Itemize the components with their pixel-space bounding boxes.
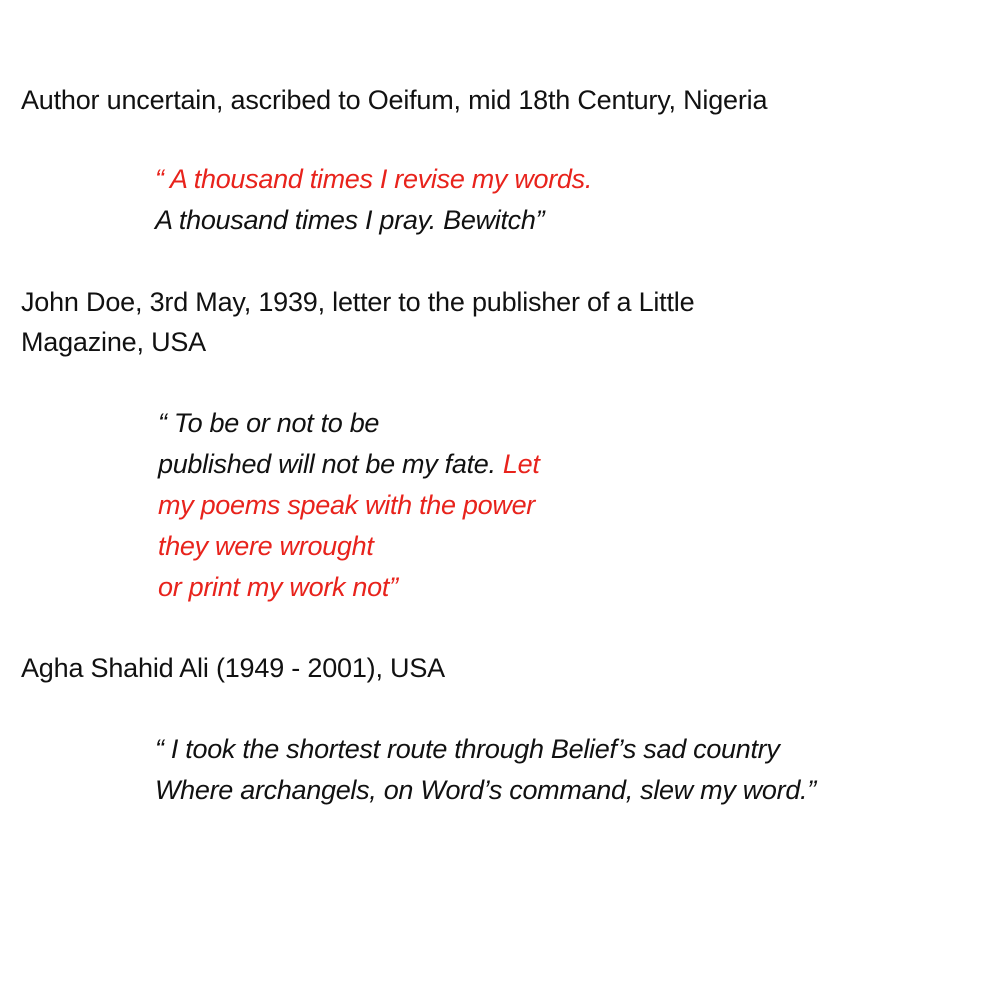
attribution-agha-shahid-ali <box>21 648 981 688</box>
quote-segment: Let <box>502 449 540 479</box>
attribution-line: Author uncertain, ascribed to Oeifum, mid 18th Century, Nigeria <box>21 85 768 115</box>
quote-segment: “ A thousand times I revise my words. <box>155 164 593 194</box>
attribution-oeifum <box>21 80 981 120</box>
quote-line <box>158 526 998 567</box>
quote-segment: published will not be my fate. <box>158 449 503 479</box>
quote-line <box>155 770 995 811</box>
quote-line <box>158 403 998 444</box>
quote-segment: A thousand times I pray. Bewitch” <box>155 205 545 235</box>
attribution-line: Agha Shahid Ali (1949 - 2001), USA <box>21 653 445 683</box>
quote-segment: “ To be or not to be <box>158 408 380 438</box>
quote-line <box>158 485 998 526</box>
quote-line <box>155 729 995 770</box>
quote-line <box>155 200 995 241</box>
quote-line <box>158 567 998 608</box>
quote-line <box>158 444 998 485</box>
quote-segment: they were wrought <box>158 531 374 561</box>
quote-segment: Where archangels, on Word’s command, slew my word.” <box>155 775 816 805</box>
quote-john-doe <box>158 403 998 608</box>
attribution-line: John Doe, 3rd May, 1939, letter to the publisher of a Little <box>21 287 695 317</box>
quote-agha-shahid-ali <box>155 729 995 811</box>
quote-oeifum <box>155 159 995 241</box>
quote-segment: or print my work not” <box>158 572 398 602</box>
attribution-line: Magazine, USA <box>21 327 206 357</box>
quote-line <box>155 159 995 200</box>
quote-segment: my poems speak with the power <box>158 490 535 520</box>
quote-segment: “ I took the shortest route through Belief’s sad country <box>155 734 780 764</box>
attribution-john-doe <box>21 282 981 362</box>
